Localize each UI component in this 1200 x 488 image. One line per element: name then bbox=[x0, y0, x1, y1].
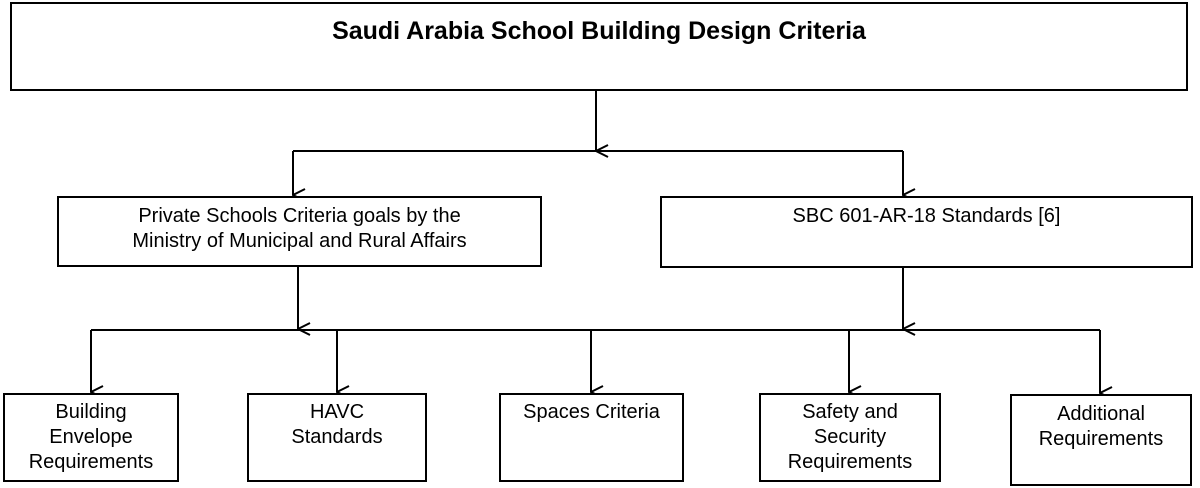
safety-security-label: Safety and Security Requirements bbox=[787, 401, 913, 473]
sbc-standards-box bbox=[660, 196, 1193, 268]
spaces-criteria-label: Spaces Criteria bbox=[523, 401, 660, 423]
spaces-criteria-box bbox=[499, 393, 684, 482]
diagram-title: Saudi Arabia School Building Design Criteria bbox=[332, 17, 866, 45]
sbc-standards-label: SBC 601-AR-18 Standards [6] bbox=[792, 205, 1061, 227]
havc-standards-label: HAVC Standards bbox=[291, 401, 383, 448]
havc-standards-box bbox=[247, 393, 427, 482]
safety-security-box bbox=[759, 393, 941, 482]
private-schools-criteria-box bbox=[57, 196, 542, 267]
title-box bbox=[10, 2, 1188, 91]
building-envelope-label: Building Envelope Requirements bbox=[28, 401, 154, 473]
building-envelope-box bbox=[3, 393, 179, 482]
private-schools-criteria-label: Private Schools Criteria goals by the Ministry of Municipal and Rural Affairs bbox=[132, 205, 467, 252]
additional-requirements-box bbox=[1010, 394, 1192, 486]
additional-requirements-label: Additional Requirements bbox=[1038, 403, 1164, 450]
